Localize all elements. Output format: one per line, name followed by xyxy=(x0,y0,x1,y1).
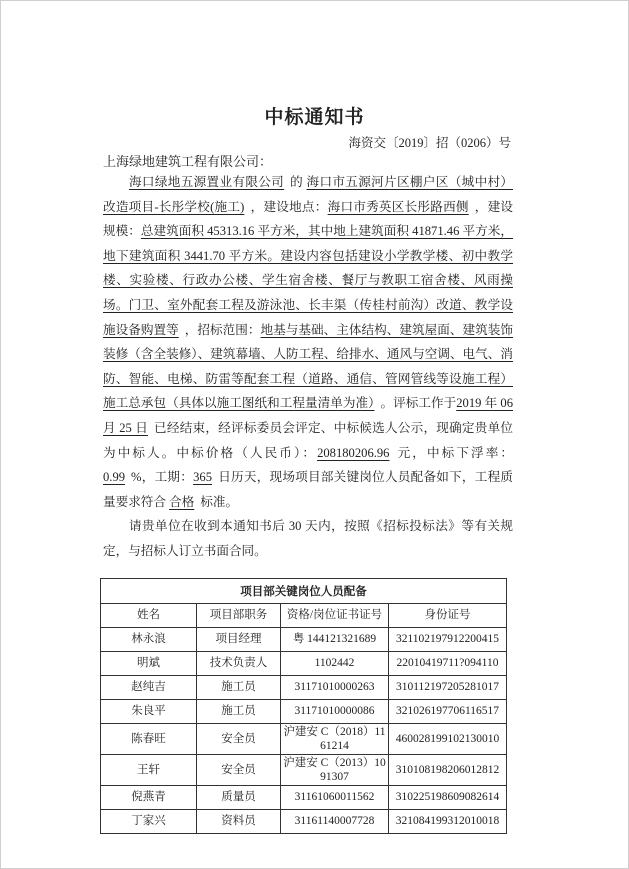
scope-field: 地基与基础、主体结构、建筑屋面、建筑装饰装修（含全装修）、建筑幕墙、人防工程、给排水、通风与空调、电气、消防、智能、电梯、防雷等配套工程（道路、通信、管网管线等设施工程）施工总承包（具体以施工图纸和工程量清单为准） xyxy=(103,322,514,411)
table-cell: 项目经理 xyxy=(197,627,281,651)
text: 的 xyxy=(290,175,304,189)
table-cell: 王轩 xyxy=(101,754,197,785)
location-field: 海口市秀英区长彤路西侧 xyxy=(327,199,469,214)
table-cell: 1102442 xyxy=(281,651,389,675)
text: 元，中标下浮率： xyxy=(395,445,514,460)
table-row xyxy=(101,723,507,754)
table-row xyxy=(101,785,507,809)
table-row xyxy=(101,754,507,785)
table-cell: 沪建安 C（2013）1091307 xyxy=(281,754,389,785)
document-title: 中标通知书 xyxy=(264,106,365,128)
table-cell: 310112197205281017 xyxy=(389,675,507,699)
column-header: 项目部职务 xyxy=(197,603,281,627)
table-cell: 31161140007728 xyxy=(281,809,389,833)
addressee: 上海绿地建筑工程有限公司： xyxy=(103,154,273,169)
table-cell: 321084199312010018 xyxy=(389,809,507,833)
table-cell: 质量员 xyxy=(197,785,281,809)
table-row xyxy=(101,809,507,833)
table-cell: 31171010000263 xyxy=(281,675,389,699)
text: 日历天，现场项目部关键岗位人员配备如下，工程质量要求符合 xyxy=(103,470,514,509)
table-row xyxy=(101,699,507,723)
text: 已经结束，经评标委员会评定、中标候选人公示，现确定贵单位为中标人。中标价格（人民币）： xyxy=(103,420,514,460)
text: ，建设规模： xyxy=(103,199,514,239)
table-cell: 310225198609082614 xyxy=(389,785,507,809)
table-cell: 321102197912200415 xyxy=(389,627,507,651)
table-cell: 倪燕青 xyxy=(101,785,197,809)
text: ，建设地点： xyxy=(250,199,328,214)
table-cell: 资料员 xyxy=(197,809,281,833)
text: %，工期： xyxy=(131,470,194,485)
table-cell: 安全员 xyxy=(197,754,281,785)
staff-table xyxy=(100,578,507,834)
table-cell: 粤 144121321689 xyxy=(281,627,389,651)
text: 标准。 xyxy=(200,494,239,509)
table-cell: 31161060011562 xyxy=(281,785,389,809)
table-row xyxy=(101,675,507,699)
scale-field: 总建筑面积 45313.16 平方米，其中地上建筑面积 41871.46 平方米，地下建筑面积 3441.70 平方米。建设内容包括建设小学教学楼、初中教学楼、实验楼、行政办公楼、学生宿舍楼、餐厅与教职工宿舍楼、风雨操场。门卫、室外配套工程及游泳池、长丰渠（传桂村前沟）改道、教学设施设备购置等 xyxy=(103,224,514,337)
table-cell: 安全员 xyxy=(197,723,281,754)
table-cell: 沪建安 C（2018）1161214 xyxy=(281,723,389,754)
date-field: 2019 年 06 月 25 日 xyxy=(103,396,514,435)
quality-field: 合格 xyxy=(169,494,195,509)
price-field: 208180206.96 xyxy=(317,445,390,460)
notice-body xyxy=(103,170,513,564)
table-cell: 22010419711?094110 xyxy=(389,651,507,675)
rate-field: 0.99 xyxy=(103,470,126,485)
reference-number: 海资交〔2019〕招（0206）号 xyxy=(348,136,511,150)
table-cell: 陈春旺 xyxy=(101,723,197,754)
header-row xyxy=(101,603,507,627)
period-field: 365 xyxy=(193,470,212,485)
table-caption: 项目部关键岗位人员配备 xyxy=(101,578,507,603)
table-cell: 施工员 xyxy=(197,699,281,723)
column-header: 姓名 xyxy=(101,603,197,627)
table-cell: 朱良平 xyxy=(101,699,197,723)
project-field: 海口市五源河片区棚户区（城中村）改造项目-长彤学校(施工) xyxy=(103,175,514,214)
table-cell: 310108198206012812 xyxy=(389,754,507,785)
table-cell: 赵纯吉 xyxy=(101,675,197,699)
paragraph-contract: 请贵单位在收到本通知书后 30 天内，按照《招标投标法》等有关规定，与招标人订立书面合同。 xyxy=(103,519,513,558)
table-cell: 丁家兴 xyxy=(101,809,197,833)
table-cell: 460028199102130010 xyxy=(389,723,507,754)
notice-content xyxy=(100,170,513,834)
column-header: 身份证号 xyxy=(389,603,507,627)
table-cell: 林永浪 xyxy=(101,627,197,651)
column-header: 资格/岗位证书证号 xyxy=(281,603,389,627)
table-cell: 321026197706116517 xyxy=(389,699,507,723)
table-cell: 技术负责人 xyxy=(197,651,281,675)
paragraph-award xyxy=(103,170,513,514)
table-cell: 施工员 xyxy=(197,675,281,699)
table-row xyxy=(101,627,507,651)
text: ，招标范围： xyxy=(184,322,261,337)
table-row xyxy=(101,651,507,675)
table-cell: 明斌 xyxy=(101,651,197,675)
text: 。评标工作于 xyxy=(380,396,457,411)
owner-field: 海口绿地五源置业有限公司 xyxy=(129,175,285,189)
table-cell: 31171010000086 xyxy=(281,699,389,723)
